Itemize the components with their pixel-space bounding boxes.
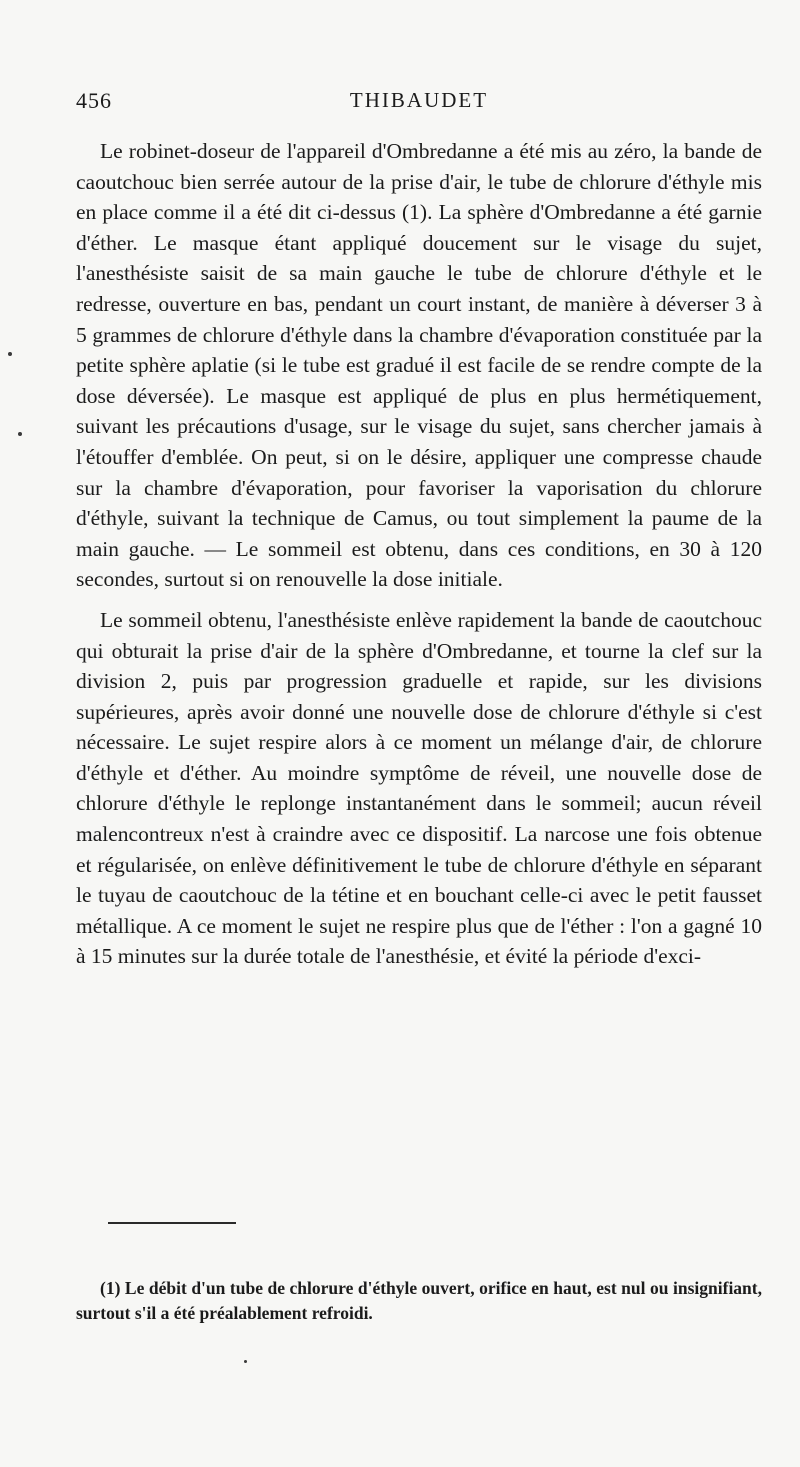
print-speck [244,1360,247,1363]
page-number: 456 [76,88,112,113]
body-text [76,136,762,972]
running-title: THIBAUDET [349,88,489,112]
footnote-divider [108,1222,236,1224]
footnote: (1) Le débit d'un tube de chlorure d'éthyle ouvert, orifice en haut, est nul ou insignifiant, surtout s'il a été préalablement refroidi. [76,1278,762,1323]
paragraph-1: Le robinet-doseur de l'appareil d'Ombredanne a été mis au zéro, la bande de caoutchouc bien serrée autour de la prise d'air, le tube de chlorure d'éthyle mis en place comme il a été dit ci-dessus (1). La sphère d'Ombredanne a été garnie d'éther. Le masque étant appliqué doucement sur le visage du sujet, l'anesthésiste saisit de sa main gauche le tube de chlorure d'éthyle et le redresse, ouverture en bas, pendant un court instant, de manière à déverser 3 à 5 grammes de chlorure d'éthyle dans la chambre d'évaporation constituée par la petite sphère aplatie (si le tube est gradué il est facile de se rendre compte de la dose déversée). Le masque est appliqué de plus en plus hermétiquement, suivant les précautions d'usage, sur le visage du sujet, sans chercher jamais à l'étouffer d'emblée. On peut, si on le désire, appliquer une compresse chaude sur la chambre d'évaporation, pour favoriser la vaporisation du chlorure d'éthyle, suivant la technique de Camus, ou tout simplement la paume de la main gauche. — Le sommeil est obtenu, dans ces conditions, en 30 à 120 secondes, surtout si on renouvelle la dose initiale. [76,139,762,592]
print-speck [8,352,12,356]
paragraph-2: Le sommeil obtenu, l'anesthésiste enlève rapidement la bande de caoutchouc qui obturait la prise d'air de la sphère d'Ombredanne, et tourne la clef sur la division 2, puis par progression graduelle et rapide, sur les divisions supérieures, après avoir donné une nouvelle dose de chlorure d'éthyle si c'est nécessaire. Le sujet respire alors à ce moment un mélange d'air, de chlorure d'éthyle et d'éther. Au moindre symptôme de réveil, une nouvelle dose de chlorure d'éthyle le replonge instantanément dans le sommeil; aucun réveil malencontreux n'est à craindre avec ce dispositif. La narcose une fois obtenue et régularisée, on enlève définitivement le tube de chlorure d'éthyle en séparant le tuyau de caoutchouc de la tétine et en bouchant celle-ci avec le petit fausset métallique. A ce moment le sujet ne respire plus que de l'éther : l'on a gagné 10 à 15 minutes sur la durée totale de l'anesthésie, et évité la période d'exci- [76,607,762,969]
page-header [76,88,762,118]
print-speck [18,432,22,436]
